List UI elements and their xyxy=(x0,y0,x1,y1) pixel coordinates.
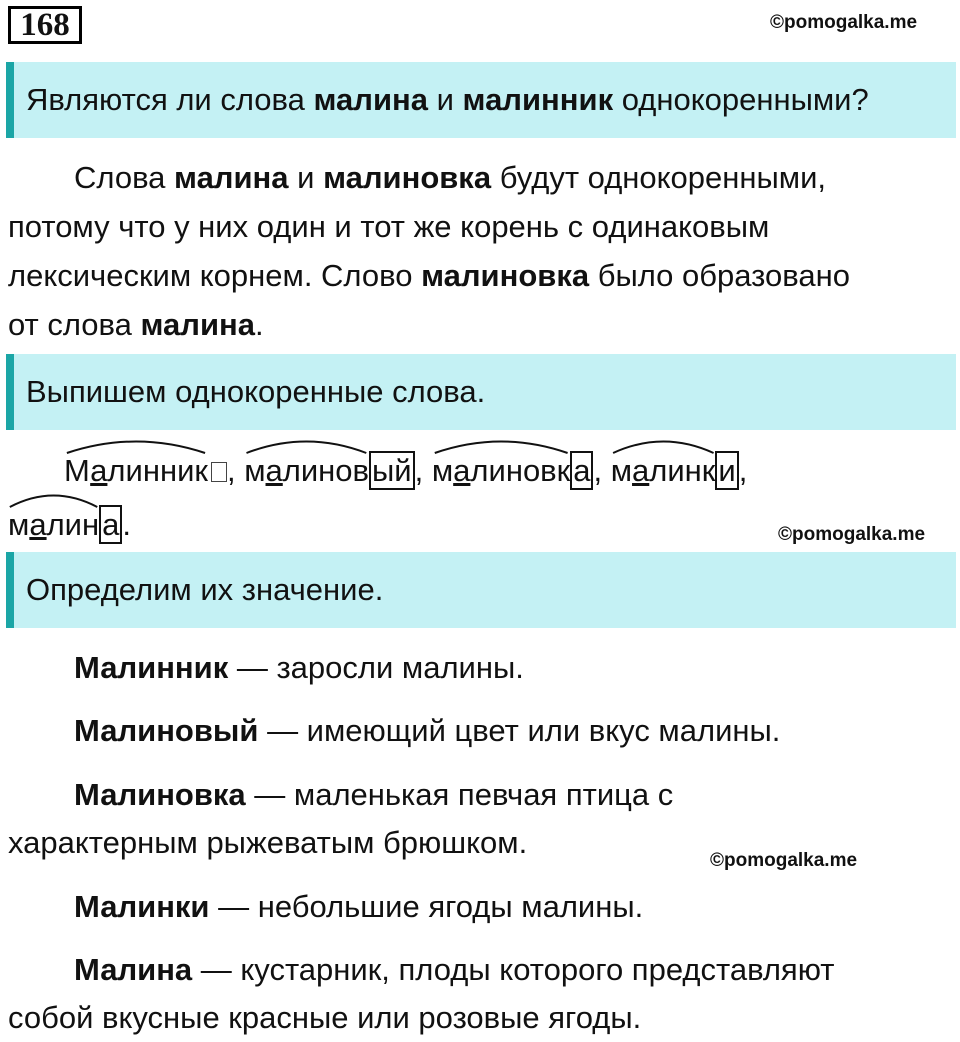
period: . xyxy=(122,507,131,542)
watermark: ©pomogalka.me xyxy=(710,850,858,871)
answer-line xyxy=(8,300,850,349)
comma: , xyxy=(414,453,424,488)
section-band-meaning xyxy=(6,552,956,628)
answer-line xyxy=(8,153,850,202)
definition-text: — заросли малины. xyxy=(228,650,524,685)
comma: , xyxy=(226,453,236,488)
word-malinki xyxy=(611,444,716,498)
section-title: Определим их значение. xyxy=(26,572,384,607)
comma: , xyxy=(738,453,748,488)
root-arc-icon xyxy=(244,438,369,454)
definition-item xyxy=(8,883,643,931)
letter: м xyxy=(610,453,633,488)
definition-text: — кустарник, плоды которого представляют xyxy=(192,952,835,987)
bold-word: малина xyxy=(174,160,289,195)
stressed-vowel: а xyxy=(265,453,283,488)
definition-term: Малинки xyxy=(74,889,210,924)
definition-text: характерным рыжеватым брюшком. xyxy=(8,825,528,860)
stressed-vowel: а xyxy=(29,507,47,542)
letter: М xyxy=(64,453,91,488)
bold-word: малиновка xyxy=(323,160,492,195)
root-arc-icon xyxy=(64,438,208,454)
comma: , xyxy=(593,453,603,488)
letter: линов xyxy=(282,453,369,488)
letter: м xyxy=(431,453,454,488)
letter: лин xyxy=(46,507,100,542)
stressed-vowel: а xyxy=(632,453,650,488)
text: Слова xyxy=(74,160,175,195)
definition-item xyxy=(8,946,834,1042)
word-malinnik xyxy=(64,444,208,498)
bold-word: малиновка xyxy=(421,258,590,293)
text: было образовано xyxy=(589,258,850,293)
answer-line: потому что у них один и тот же корень с одинаковым xyxy=(8,209,770,244)
definition-term: Малиновка xyxy=(74,777,246,812)
ending-box: а xyxy=(570,451,593,490)
text: . xyxy=(255,307,264,342)
question-text: Являются ли слова xyxy=(26,82,314,117)
stressed-vowel: а xyxy=(453,453,471,488)
question-text: однокоренными? xyxy=(613,82,869,117)
definition-term: Малинник xyxy=(74,650,229,685)
null-ending-box xyxy=(211,462,227,482)
word-analysis xyxy=(8,444,747,552)
definition-text: — имеющий цвет или вкус малины. xyxy=(258,713,781,748)
watermark: ©pomogalka.me xyxy=(770,12,918,33)
letter: линк xyxy=(649,453,716,488)
letter: м xyxy=(8,507,30,542)
definition-item xyxy=(8,644,524,692)
root-arc-icon xyxy=(432,438,570,454)
definition-term: Малиновый xyxy=(74,713,259,748)
section-band-words xyxy=(6,354,956,430)
ending-box: а xyxy=(99,505,122,544)
ending-box: и xyxy=(715,451,738,490)
definition-text: — небольшие ягоды малины. xyxy=(209,889,644,924)
definition-item xyxy=(8,771,673,867)
question-word-2: малинник xyxy=(462,82,614,117)
question-band xyxy=(6,62,956,138)
text: от слова xyxy=(8,307,141,342)
answer-paragraph xyxy=(8,153,850,349)
text: будут однокоренными, xyxy=(491,160,827,195)
root-arc-icon xyxy=(8,492,99,508)
root-arc-icon xyxy=(611,438,716,454)
section-title: Выпишем однокоренные слова. xyxy=(26,374,486,409)
stressed-vowel: а xyxy=(90,453,108,488)
answer-line xyxy=(8,251,850,300)
definition-item xyxy=(8,707,780,755)
watermark: ©pomogalka.me xyxy=(778,524,926,545)
ending-box: ый xyxy=(369,451,415,490)
text: лексическим корнем. Слово xyxy=(8,258,422,293)
question-text: и xyxy=(428,82,463,117)
letter: линник xyxy=(107,453,208,488)
word-malinovka xyxy=(432,444,570,498)
definition-term: Малина xyxy=(74,952,193,987)
text: и xyxy=(288,160,324,195)
letter: линовк xyxy=(470,453,571,488)
task-number: 168 xyxy=(8,6,82,44)
definition-text: собой вкусные красные или розовые ягоды. xyxy=(8,1000,642,1035)
letter: м xyxy=(244,453,266,488)
definition-text: — маленькая певчая птица с xyxy=(245,777,674,812)
bold-word: малина xyxy=(140,307,256,342)
word-malina xyxy=(8,498,99,552)
question-word-1: малина xyxy=(313,82,428,117)
word-malinovyi xyxy=(244,444,369,498)
